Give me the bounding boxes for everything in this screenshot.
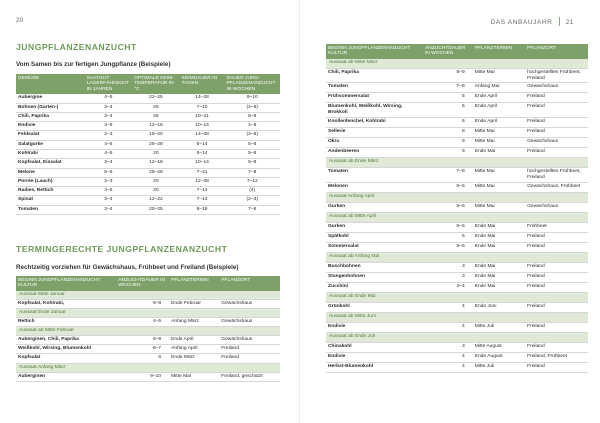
table-cell: 5 [423,93,473,103]
table-row [326,148,588,158]
table-cell: 10–21 [180,112,225,121]
table-cell: 9–10 [116,372,169,381]
table-cell: Gewächshaus [525,138,588,148]
table-cell: hochgestelltes Frühbeet, Freiland [525,68,588,83]
table-cell: Freiland [525,118,588,128]
group-label: Aussaat ab Ende Mai [326,292,588,302]
table-cell: Ende April [473,93,525,103]
column-header: DAUER JUNGPFLANZENANZUCHT IN WOCHEN [225,74,280,94]
table-cell: 3–4 [85,205,133,214]
table-cell: Freiland, Frühbeet [525,352,588,362]
table-row [16,159,280,168]
table-cell: Weißkohl, Wirsing, Blumenkohl [16,345,116,354]
table-cell: 5–8 [225,150,280,159]
table-cell: 5–14 [180,140,225,149]
table-cell: Endivie [16,122,85,131]
table-cell: Freiland [525,93,588,103]
table-cell: Freiland [525,242,588,252]
table-cell: Freiland, geschützt [219,372,280,381]
germination-table-body [16,94,280,214]
table-cell: 7–21 [180,168,225,177]
table-cell: 5–6 [423,222,473,232]
group-label: Aussaat ab Mitte Februar [16,327,280,336]
column-header: PFLANZTERMIN [473,44,525,59]
group-label: Aussaat ab Anfang Mai [326,252,588,262]
table-cell: Zucchini [326,282,423,292]
table-cell: Ende Juni [473,302,525,312]
table-cell: 25 [132,103,180,112]
table-cell: 9 [423,138,473,148]
running-head [491,17,574,26]
table-cell: Bohnen (Garten-) [16,103,85,112]
table-cell: Ende Mai [473,282,525,292]
group-row [326,312,588,322]
table-row [16,131,280,140]
table-cell: Freiland [525,282,588,292]
table-cell: 7–8 [225,168,280,177]
table-cell: Porree (Lauch) [16,177,85,186]
table-cell: Ende Mai [473,242,525,252]
table-cell: 6–8 [116,299,169,308]
table-cell: 20–25 [132,205,180,214]
table-row [16,196,280,205]
table-cell: 7–8 [225,205,280,214]
table-cell: 5 [423,103,473,118]
table-cell: Freiland [525,148,588,158]
table-cell: 5–6 [423,242,473,252]
table-row [326,93,588,103]
table-cell: Herbst-Blumenkohl [326,362,423,372]
table-cell: 14–28 [180,131,225,140]
table-cell: 6 [423,232,473,242]
running-head-separator [559,17,560,26]
table-cell: Aubergine [16,94,85,103]
table-cell: 2–3 [85,131,133,140]
table-row [16,354,280,363]
column-header: ANZUCHTDAUER IN WOCHEN [116,276,169,291]
table-cell: Ende Mai [473,262,525,272]
table-cell: Gewächshaus [219,299,280,308]
table-cell: Kopfsalat, Eissalat [16,159,85,168]
table-row [16,372,280,381]
column-header: BEGINN JUNGPFLANZENANZUCHT KULTUR [16,276,116,291]
table-cell: Ende Mai [473,222,525,232]
table-cell: 7–10 [180,103,225,112]
table-cell: Anfang März [169,318,219,327]
table-cell: Grünkohl [326,302,423,312]
table-cell: 6 [423,118,473,128]
table-row [326,302,588,312]
table-row [16,140,280,149]
schedule-table-left-header [16,276,280,291]
table-row [16,336,280,345]
table-cell: 8–9 [225,112,280,121]
table-row [326,182,588,192]
table-cell: 25–28 [132,140,180,149]
table-row [326,83,588,93]
table-row [326,232,588,242]
table-cell: 3–4 [85,159,133,168]
table-cell: Mitte Mai [473,68,525,83]
table-cell: 5–6 [423,182,473,192]
group-row [326,158,588,168]
table-cell: (4–6) [225,103,280,112]
table-cell: Chili, Paprika [326,68,423,83]
table-cell: Tomaten [16,205,85,214]
group-row [16,363,280,372]
column-header: PFLANZTERMIN [169,276,219,291]
group-label: Aussaat ab Ende Juli [326,332,588,342]
table-cell: 3–4 [85,112,133,121]
table-row [16,187,280,196]
table-cell: 3–4 [85,103,133,112]
table-cell: 4–6 [225,122,280,131]
table-cell: 25–28 [132,168,180,177]
table-cell: Gurken [326,222,423,232]
table-cell: Rettich [16,318,116,327]
right-page [300,0,600,423]
column-header: GEMÜSE [16,74,85,94]
schedule-table-right-body [326,59,588,372]
table-cell: 5–14 [180,150,225,159]
table-row [326,342,588,352]
table-row [326,352,588,362]
table-cell: Mitte Mai [473,182,525,192]
table-cell: 4–5 [85,187,133,196]
column-header: KEIMDAUER IN TAGEN [180,74,225,94]
table-cell: Gewächshaus [219,336,280,345]
section-heading-jungpflanzenanzucht: JUNGPFLANZENANZUCHT [16,42,137,52]
table-cell: Mitte Juli [473,362,525,372]
table-cell: 9 [423,148,473,158]
table-cell: (4) [225,187,280,196]
table-cell: Stangenbohnen [326,272,423,282]
table-cell: 5–6 [423,202,473,212]
table-cell: Freiland [525,128,588,138]
group-row [326,212,588,222]
group-label: Aussaat ab Mitte März [326,59,588,69]
table-row [326,262,588,272]
left-page-number: 20 [16,17,24,24]
table-cell: Ende April [169,336,219,345]
table-cell: Gewächshaus [525,202,588,212]
table-cell: 10–14 [180,159,225,168]
table-cell: Ende April [473,103,525,118]
table-cell: Freiland [219,354,280,363]
table-cell: 4 [423,362,473,372]
section-heading-termingerecht: TERMINGERECHTE JUNGPFLANZENANZUCHT [16,244,228,254]
table-cell: Anfang April [169,345,219,354]
table-cell: Andenbeeren [326,148,423,158]
table-row [326,272,588,282]
column-header: SAATGUT LAGERFÄHIGKEIT IN JAHREN [85,74,133,94]
table-row [16,299,280,308]
table-cell: Freiland [525,232,588,242]
table-cell: Mitte Mai [473,138,525,148]
table-cell: Ende Mai [473,272,525,282]
table-row [326,202,588,212]
table-cell: 20 [132,187,180,196]
table-cell: Tomaten [326,168,423,183]
table-cell: 7–8 [423,83,473,93]
table-cell: Mitte Mai [169,372,219,381]
table-row [326,322,588,332]
group-row [326,192,588,202]
table-row [16,122,280,131]
table-cell: Salatgurke [16,140,85,149]
table-cell: 15–20 [132,131,180,140]
table-cell: Sellerie [326,128,423,138]
group-label: Aussaat Anfang April [326,192,588,202]
column-header: PFLANZORT [525,44,588,59]
table-cell: Mitte Mai [473,128,525,138]
table-cell: Auberginen, Chili, Paprika [16,336,116,345]
table-cell: Freiland [525,342,588,352]
table-cell: Buschbohnen [326,262,423,272]
table-cell: (4–6) [225,131,280,140]
table-cell: 5–6 [85,168,133,177]
table-cell: Gewächshaus [525,83,588,93]
table-cell: Freiland [525,322,588,332]
group-row [16,291,280,300]
table-cell: 7–12 [225,177,280,186]
table-row [16,112,280,121]
table-row [16,150,280,159]
table-cell: Auberginen [16,372,116,381]
table-cell: Freiland [525,103,588,118]
table-cell: Kohlrabi [16,150,85,159]
table-row [326,282,588,292]
table-cell: Spätkohl [326,232,423,242]
table-row [16,177,280,186]
table-cell: 8–15 [180,205,225,214]
schedule-table-left [16,276,280,382]
table-cell: Freiland [219,345,280,354]
group-row [16,327,280,336]
table-cell: Ende März [169,354,219,363]
table-cell: 25 [132,112,180,121]
table-cell: 7–14 [180,187,225,196]
table-cell: 6 [116,354,169,363]
table-cell: Knollenfenchel, Kohlrabi [326,118,423,128]
column-header: OPTIMALE KEIMTEMPERATUR IN °C [132,74,180,94]
table-cell: 3 [423,342,473,352]
table-row [16,318,280,327]
table-cell: 4–5 [85,94,133,103]
table-cell: 4–5 [85,140,133,149]
table-cell: 12–16 [132,159,180,168]
table-cell: Ende Februar [169,299,219,308]
group-label: Aussaat ab Ende März [326,158,588,168]
column-header: ANZUCHTDAUER IN WOCHEN [423,44,473,59]
table-cell: Freiland [525,272,588,282]
table-cell: Mitte August [473,342,525,352]
schedule-table-right-header [326,44,588,59]
table-cell: 20 [132,177,180,186]
table-cell: Frühsommersalat [326,93,423,103]
table-cell: 4–5 [116,318,169,327]
table-cell: 2–3 [85,177,133,186]
table-row [16,103,280,112]
table-cell: 4–5 [85,150,133,159]
group-label: Aussaat Ende Januar [16,309,280,318]
table-cell: 8–9 [116,336,169,345]
table-cell: Kopfsalat, Kohlrabi, [16,299,116,308]
schedule-table-left-body [16,291,280,381]
table-cell: 4–5 [85,122,133,131]
table-cell: 6–7 [116,345,169,354]
table-cell: 8–9 [423,68,473,83]
table-cell: Blumenkohl, Weißkohl, Wirsing, Brokkoli [326,103,423,118]
table-row [16,94,280,103]
table-row [16,168,280,177]
table-cell: Gurken [326,202,423,212]
table-row [326,362,588,372]
table-cell: 22–25 [132,94,180,103]
table-cell: Chili, Paprika [16,112,85,121]
table-cell: Tomaten [326,83,423,93]
column-header: PFLANZORT [219,276,280,291]
group-row [326,332,588,342]
group-row [326,292,588,302]
running-head-title: DAS ANBAUJAHR [490,19,553,26]
table-cell: 12–22 [132,196,180,205]
table-cell: Okra [326,138,423,148]
table-cell: Gewächshaus, Frühbeet [525,182,588,192]
table-cell: Endivie [326,352,423,362]
table-cell: 4 [423,302,473,312]
table-cell: Ende August [473,352,525,362]
table-row [16,345,280,354]
table-cell: hochgestelltes Frühbeet, Freiland [525,168,588,183]
group-label: Aussaat ab Mitte April [326,212,588,222]
table-cell: 3–4 [423,282,473,292]
table-cell: Freiland [525,262,588,272]
table-cell: 7–14 [180,196,225,205]
group-label: Aussaat ab Mitte Juni [326,312,588,322]
table-cell: (2–3) [225,196,280,205]
table-cell: Ende Mai [473,232,525,242]
table-cell: Frühbeet [525,222,588,232]
group-label: Aussaat Mitte Januar [16,291,280,300]
table-cell: 3 [423,262,473,272]
table-cell: 5–6 [225,140,280,149]
table-row [326,168,588,183]
table-cell: Mitte Mai [473,168,525,183]
table-row [326,103,588,118]
table-cell: Melonen [326,182,423,192]
table-cell: 14–28 [180,94,225,103]
section-subheading-termingerecht: Rechtzeitig vorziehen für Gewächshaus, Frühbeet und Freiland (Beispiele) [16,264,239,271]
group-row [326,252,588,262]
table-row [16,205,280,214]
table-cell: Ende April [473,118,525,128]
table-cell: 12–16 [132,122,180,131]
right-page-number: 21 [565,19,574,26]
table-cell: Sommersalat [326,242,423,252]
table-row [326,68,588,83]
table-row [326,222,588,232]
table-cell: 10–14 [180,122,225,131]
table-cell: Mitte Juli [473,322,525,332]
table-cell: Kopfsalat [16,354,116,363]
table-cell: 3–4 [85,196,133,205]
table-cell: 4 [423,352,473,362]
table-cell: Gewächshaus [219,318,280,327]
table-cell: Spinat [16,196,85,205]
table-row [326,118,588,128]
table-cell: 3 [423,272,473,282]
table-cell: 5–8 [225,159,280,168]
table-cell: 20 [132,150,180,159]
table-cell: 7–8 [423,168,473,183]
table-cell: 4 [423,322,473,332]
table-cell: 12–28 [180,177,225,186]
germination-table [16,74,280,215]
group-label: Aussaat Anfang März [16,363,280,372]
table-cell: Mitte Mai [473,202,525,212]
table-cell: Anfang Mai [473,83,525,93]
table-cell: 8 [423,128,473,138]
table-cell: Radies, Rettich [16,187,85,196]
table-row [326,138,588,148]
table-cell: Melone [16,168,85,177]
table-cell: Freiland [525,362,588,372]
table-cell: Feldsalat [16,131,85,140]
table-row [326,242,588,252]
schedule-table-right [326,44,588,373]
table-cell: Freiland [525,302,588,312]
section-subheading-samen: Vom Samen bis zur fertigen Jungpflanze (Beispiele) [16,61,171,68]
table-cell: Ende Mai [473,148,525,158]
table-cell: Endivie [326,322,423,332]
table-cell: Chinakohl [326,342,423,352]
group-row [16,309,280,318]
table-row [326,128,588,138]
group-row [326,59,588,69]
table-cell: 9–10 [225,94,280,103]
column-header: BEGINN JUNGPFLANZENANZUCHT KULTUR [326,44,423,59]
germination-table-header [16,74,280,94]
